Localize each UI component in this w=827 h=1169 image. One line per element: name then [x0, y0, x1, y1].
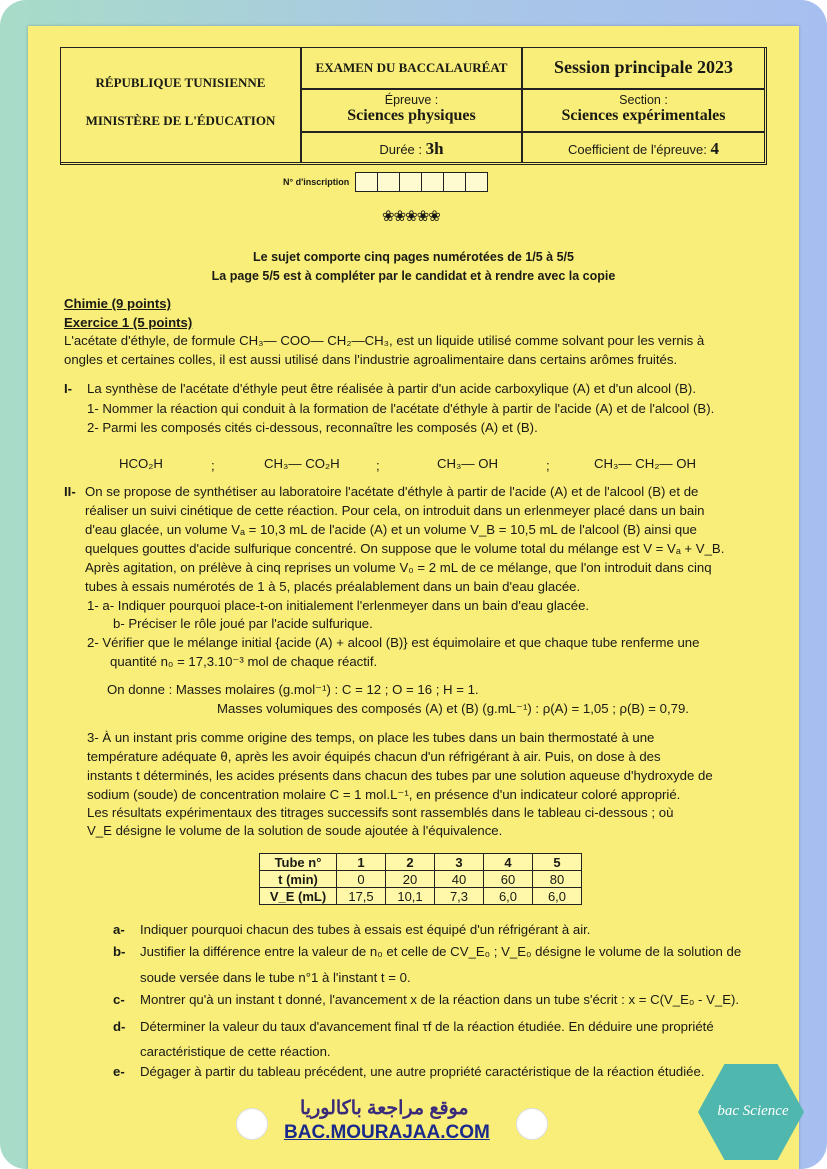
- inscription-boxes[interactable]: [356, 172, 488, 192]
- q3-line: V_E désigne le volume de la solution de soude ajoutée à l'équivalence.: [87, 823, 503, 838]
- exam-title: EXAMEN DU BACCALAURÉAT: [301, 47, 522, 89]
- question-letter: c-: [113, 992, 125, 1007]
- table-cell: 40: [435, 871, 484, 888]
- table-cell: 6,0: [533, 888, 582, 905]
- table-row: [260, 854, 582, 871]
- epreuve-value: Sciences physiques: [347, 107, 476, 124]
- part2-q1a: 1- a- Indiquer pourquoi place-t-on initialement l'erlenmeyer dans un bain d'eau glacée.: [87, 598, 590, 613]
- footer-arabic-title: موقع مراجعة باكالوريا: [300, 1098, 469, 1119]
- footer-url-link[interactable]: BAC.MOURAJAA.COM: [284, 1122, 490, 1143]
- table-cell: 10,1: [386, 888, 435, 905]
- inscription-box[interactable]: [443, 172, 466, 192]
- question-letter: b-: [113, 944, 126, 959]
- exercice1-title: Exercice 1 (5 points): [64, 315, 193, 330]
- table-cell: 60: [484, 871, 533, 888]
- session-title: Session principale 2023: [522, 47, 765, 89]
- table-cell: 2: [386, 854, 435, 871]
- site-logo-icon: [516, 1108, 548, 1140]
- table-cell: 4: [484, 854, 533, 871]
- part2-line: On se propose de synthétiser au laboratoire l'acétate d'éthyle à partir de l'acide (A) et de l'alcool (B) et de: [85, 484, 699, 499]
- site-logo-icon: [236, 1108, 268, 1140]
- table-header: V_E (mL): [260, 888, 337, 905]
- inscription-box[interactable]: [421, 172, 444, 192]
- table-cell: 5: [533, 854, 582, 871]
- part1-number: I-: [64, 381, 73, 396]
- table-cell: 7,3: [435, 888, 484, 905]
- q3-line: sodium (soude) de concentration molaire C = 1 mol.L⁻¹, en présence d'un indicateur coloré approprié.: [87, 787, 681, 802]
- q3-line: Les résultats expérimentaux des titrages successifs sont rassemblés dans le tableau ci-dessous ; où: [87, 805, 674, 820]
- table-cell: 17,5: [337, 888, 386, 905]
- part2-number: II-: [64, 484, 76, 499]
- compound-sep: ;: [546, 458, 550, 473]
- section-label: Section :: [619, 93, 668, 107]
- coef-cell: [522, 132, 765, 163]
- ministry-cell: [60, 47, 301, 163]
- bac-science-badge-text: bac Science: [717, 1103, 789, 1119]
- question-text: soude versée dans le tube n°1 à l'instant t = 0.: [140, 970, 411, 985]
- part2-q2b: quantité n₀ = 17,3.10⁻³ mol de chaque réactif.: [110, 654, 378, 669]
- table-cell: 3: [435, 854, 484, 871]
- table-cell: 0: [337, 871, 386, 888]
- country-text: RÉPUBLIQUE TUNISIENNE: [95, 75, 266, 90]
- part1-text: La synthèse de l'acétate d'éthyle peut être réalisée à partir d'un acide carboxylique (A) et d'un alcool (B).: [87, 381, 696, 396]
- part2-line: d'eau glacée, un volume Vₐ = 10,3 mL de l'acide (A) et un volume V_B = 10,5 mL de l'alcool (B) ainsi que: [85, 522, 697, 537]
- q3-line: instants t déterminés, les acides présents dans chacun des tubes par une solution aqueuse d'hydroxyde de: [87, 768, 713, 783]
- ministry-text: MINISTÈRE DE L'ÉDUCATION: [85, 113, 276, 128]
- table-cell: 1: [337, 854, 386, 871]
- question-text: Déterminer la valeur du taux d'avancement final τf de la réaction étudiée. En déduire une propriété: [140, 1019, 714, 1034]
- chimie-title: Chimie (9 points): [64, 296, 171, 311]
- epreuve-label: Épreuve :: [384, 93, 439, 107]
- coef-label: Coefficient de l'épreuve:: [568, 142, 707, 157]
- inscription-box[interactable]: [355, 172, 378, 192]
- q3-line: température adéquate θ, après les avoir équipés chacun d'un réfrigérant à air. Puis, on dose à des: [87, 749, 661, 764]
- duree-label: Durée :: [379, 142, 423, 157]
- inscription-box[interactable]: [377, 172, 400, 192]
- section-value: Sciences expérimentales: [561, 107, 726, 124]
- table-header: Tube n°: [260, 854, 337, 871]
- duree-cell: [301, 132, 522, 163]
- donne-line-2: Masses volumiques des composés (A) et (B) (g.mL⁻¹) : ρ(A) = 1,05 ; ρ(B) = 0,79.: [217, 701, 689, 716]
- compound-4: CH₃— CH₂— OH: [594, 456, 697, 471]
- coef-value: 4: [710, 139, 719, 158]
- inscription-label: N° d'inscription: [283, 177, 350, 187]
- q3-line: 3- À un instant pris comme origine des temps, on place les tubes dans un bain thermostaté à une: [87, 730, 655, 745]
- question-letter: e-: [113, 1064, 125, 1079]
- part2-q1b: b- Préciser le rôle joué par l'acide sulfurique.: [113, 616, 373, 631]
- donne-line-1: On donne : Masses molaires (g.mol⁻¹) : C = 12 ; O = 16 ; H = 1.: [107, 682, 479, 697]
- question-letter: d-: [113, 1019, 126, 1034]
- compound-2: CH₃— CO₂H: [264, 456, 340, 471]
- question-text: caractéristique de cette réaction.: [140, 1044, 331, 1059]
- table-cell: 20: [386, 871, 435, 888]
- table-cell: 6,0: [484, 888, 533, 905]
- part1-q1: 1- Nommer la réaction qui conduit à la formation de l'acétate d'éthyle à partir de l'acide (A) et de l'alcool (B).: [87, 401, 715, 416]
- intro-line-2: La page 5/5 est à compléter par le candidat et à rendre avec la copie: [211, 269, 616, 283]
- compound-sep: ;: [376, 458, 380, 473]
- compound-1: HCO₂H: [119, 456, 163, 471]
- table-cell: 80: [533, 871, 582, 888]
- question-text: Montrer qu'à un instant t donné, l'avancement x de la réaction dans un tube s'écrit : x = C(V_E₀ - V_E).: [140, 992, 740, 1007]
- part2-line: quelques gouttes d'acide sulfurique concentré. On suppose que le volume total du mélange est V = Vₐ + V_B.: [85, 541, 725, 556]
- results-table: [259, 853, 582, 905]
- question-letter: a-: [113, 922, 125, 937]
- ornament: ❀❀❀❀❀: [382, 208, 440, 225]
- inscription-box[interactable]: [465, 172, 488, 192]
- table-row: [260, 871, 582, 888]
- compound-3: CH₃— OH: [437, 456, 499, 471]
- part2-q2a: 2- Vérifier que le mélange initial {acide (A) + alcool (B)} est équimolaire et que chaque tube renferme une: [87, 635, 700, 650]
- intro-line-1: Le sujet comporte cinq pages numérotées de 1/5 à 5/5: [253, 250, 574, 264]
- part1-q2: 2- Parmi les composés cités ci-dessous, reconnaître les composés (A) et (B).: [87, 420, 538, 435]
- inscription-box[interactable]: [399, 172, 422, 192]
- duree-value: 3h: [425, 139, 444, 158]
- question-text: Dégager à partir du tableau précédent, une autre propriété caractéristique de la réaction étudiée.: [140, 1064, 705, 1079]
- section-cell: [522, 89, 765, 132]
- table-row: [260, 888, 582, 905]
- question-text: Justifier la différence entre la valeur de n₀ et celle de CV_E₀ ; V_E₀ désigne le volume de la solution de: [140, 944, 742, 959]
- compound-sep: ;: [211, 458, 215, 473]
- table-header: t (min): [260, 871, 337, 888]
- epreuve-cell: [301, 89, 522, 132]
- part2-line: Après agitation, on prélève à cinq reprises un volume V₀ = 2 mL de ce mélange, que l'on introduit dans cinq: [85, 560, 712, 575]
- ex1-line-1: L'acétate d'éthyle, de formule CH₃— COO— CH₂—CH₃, est un liquide utilisé comme solvant pour les vernis à: [64, 333, 705, 348]
- part2-line: tubes à essais numérotés de 1 à 5, placés préalablement dans un bain d'eau glacée.: [85, 579, 581, 594]
- question-text: Indiquer pourquoi chacun des tubes à essais est équipé d'un réfrigérant à air.: [140, 922, 591, 937]
- ex1-line-2: ongles et certaines colles, il est aussi utilisé dans l'industrie agroalimentaire dans certains arômes fruités.: [64, 352, 678, 367]
- part2-line: réaliser un suivi cinétique de cette réaction. Pour cela, on introduit dans un erlenmeyer placé dans un bain: [85, 503, 705, 518]
